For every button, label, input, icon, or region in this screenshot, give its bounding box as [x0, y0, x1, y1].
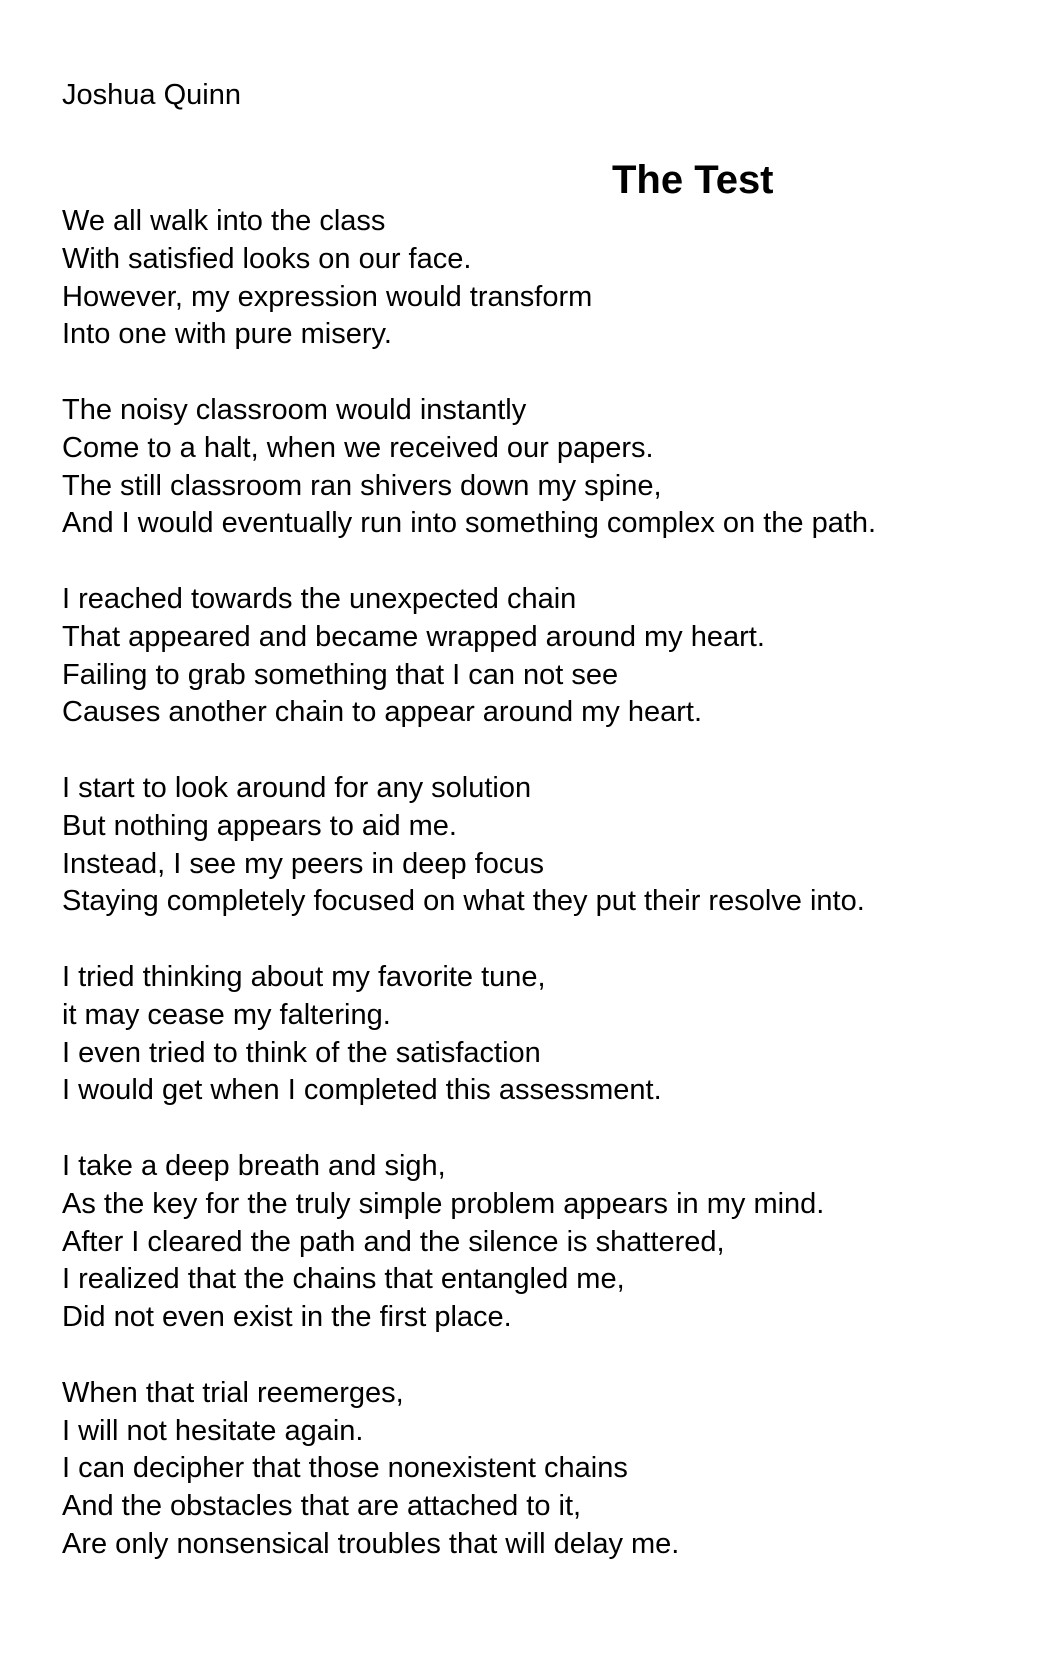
poem-line: We all walk into the class — [62, 205, 386, 237]
poem-line: Into one with pure misery. — [62, 318, 392, 351]
poem-line: The noisy classroom would instantly — [62, 393, 527, 426]
poem-line: I tried thinking about my favorite tune, — [62, 960, 546, 993]
poem-line: However, my expression would transform — [62, 280, 593, 313]
poem-line: With satisfied looks on our face. — [62, 242, 472, 275]
poem-line: I can decipher that those nonexistent chains — [62, 1452, 628, 1485]
poem-line: I start to look around for any solution — [62, 771, 532, 804]
poem-line: When that trial reemerges, — [62, 1376, 404, 1409]
poem-line: Did not even exist in the first place. — [62, 1301, 512, 1334]
poem-line: After I cleared the path and the silence is shattered, — [62, 1225, 725, 1258]
poem-line: it may cease my faltering. — [62, 998, 391, 1031]
stanza-1 — [62, 203, 1022, 354]
author-name: Joshua Quinn — [62, 79, 241, 111]
poem-line: I take a deep breath and sigh, — [62, 1149, 446, 1182]
stanza-7 — [62, 1375, 1022, 1564]
stanza-6 — [62, 1148, 1022, 1337]
poem-line: The still classroom ran shivers down my spine, — [62, 469, 662, 502]
poem-line: I would get when I completed this assessment. — [62, 1074, 662, 1107]
stanza-2 — [62, 392, 1022, 543]
poem-line: Are only nonsensical troubles that will delay me. — [62, 1527, 680, 1560]
poem-line: But nothing appears to aid me. — [62, 809, 457, 842]
poem-line: Staying completely focused on what they put their resolve into. — [62, 885, 865, 918]
poem-line: Instead, I see my peers in deep focus — [62, 847, 544, 880]
poem-line: I even tried to think of the satisfaction — [62, 1036, 541, 1069]
poem-title: The Test — [612, 158, 774, 202]
poem-line: I will not hesitate again. — [62, 1414, 364, 1447]
poem-line: As the key for the truly simple problem appears in my mind. — [62, 1187, 825, 1220]
poem-body — [62, 203, 1022, 1601]
stanza-5 — [62, 959, 1022, 1110]
poem-line: Failing to grab something that I can not see — [62, 658, 619, 691]
poem-line: And the obstacles that are attached to it, — [62, 1490, 582, 1523]
poem-line: And I would eventually run into something complex on the path. — [62, 507, 877, 540]
poem-line: That appeared and became wrapped around my heart. — [62, 620, 765, 653]
stanza-4 — [62, 770, 1022, 921]
poem-line: Causes another chain to appear around my heart. — [62, 696, 703, 729]
stanza-3 — [62, 581, 1022, 732]
poem-line: I reached towards the unexpected chain — [62, 582, 577, 615]
poem-line: I realized that the chains that entangled me, — [62, 1263, 625, 1296]
poem-line: Come to a halt, when we received our papers. — [62, 431, 654, 464]
